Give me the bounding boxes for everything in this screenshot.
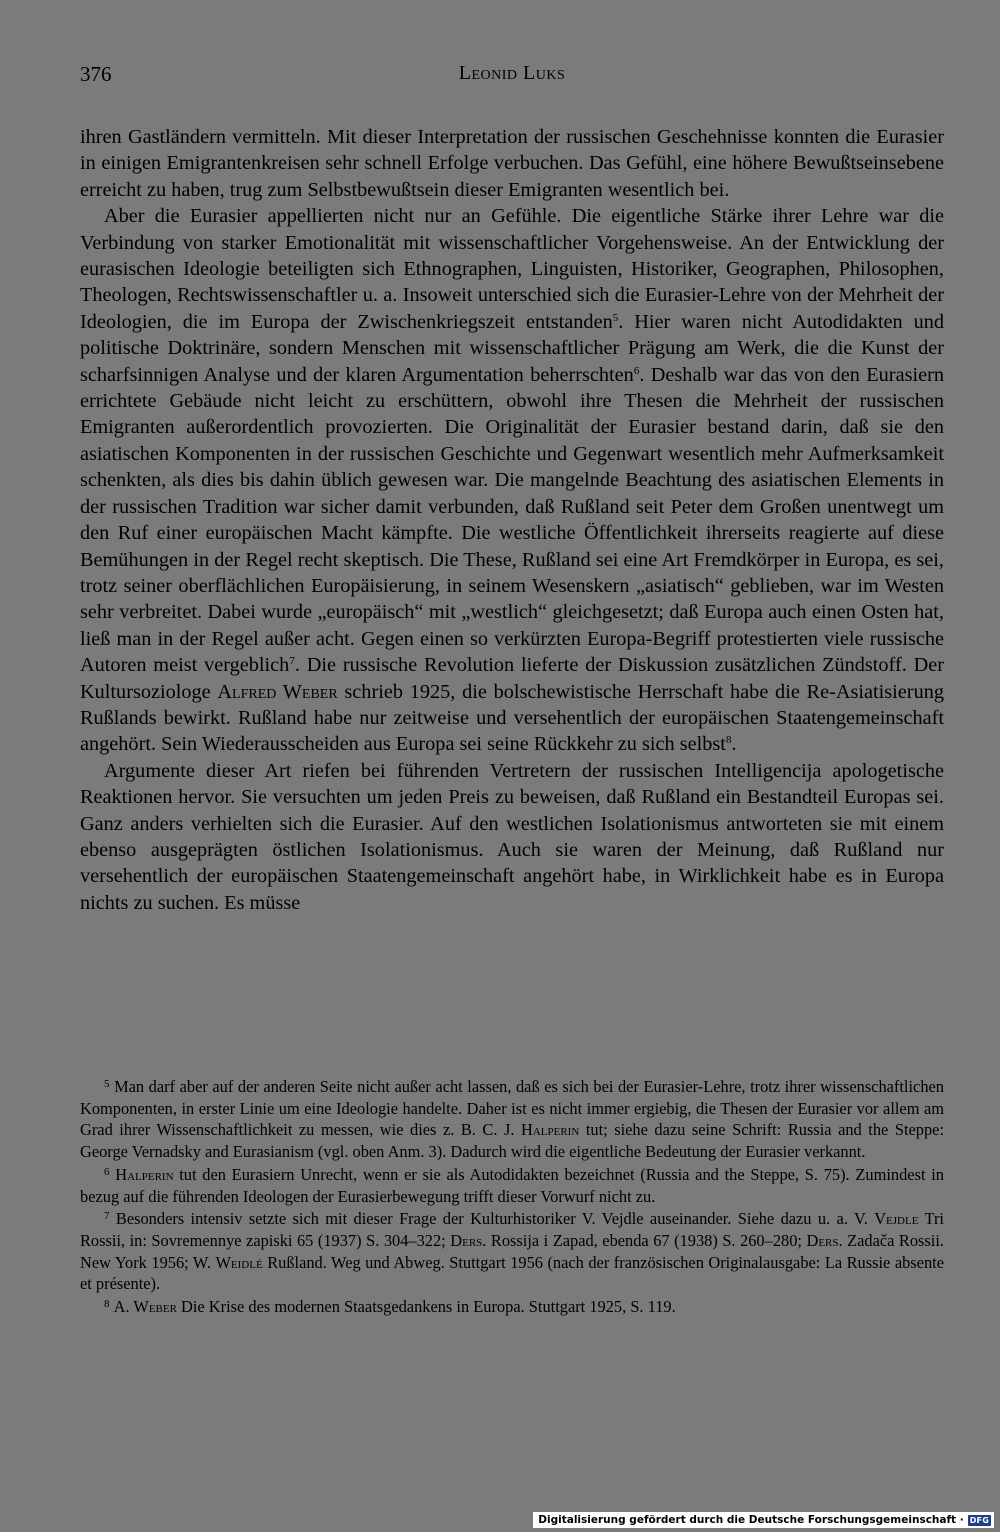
footnote-7-text-c: Rossija i Zapad, ebenda 67 (1938) S. 260–280; [486, 1230, 807, 1250]
running-head-author: Leonid Luks [458, 62, 566, 84]
footnote-5 [80, 1076, 944, 1163]
author-name-ders: Ders. [806, 1230, 843, 1250]
footnote-8 [80, 1296, 944, 1318]
footnote-5-text-b: tut; siehe dazu seine Schrift: Russia and the Steppe: George Vernadsky and Eurasianism (vgl. oben Anm. 3). Dadurch wird die eigentliche Bedeutung der Eurasier verkannt. [80, 1120, 944, 1162]
author-name-halperin: Halperin [521, 1120, 580, 1140]
footnote-8-text: Die Krise des modernen Staatsgedankens in Europa. Stuttgart 1925, S. 119. [176, 1297, 676, 1317]
footnote-7-text-d: Zadača Rossii. New York 1956; W. [80, 1230, 945, 1272]
paragraph-2-text-d: . Die russische Revolution lieferte der Diskussion zusätzlichen Zündstoff. Der Kultursoziologe [80, 654, 945, 703]
footnote-7-text-a: Besonders intensiv setzte sich mit dieser Frage der Kulturhistoriker V. Vejdle auseinander. Siehe dazu u. a. V. [115, 1209, 875, 1229]
footnote-ref-5[interactable]: 5 [612, 311, 619, 324]
paragraph-1 [80, 124, 944, 203]
paragraph-3 [80, 758, 944, 916]
author-name-weidle: Weidlé [215, 1252, 263, 1272]
footnote-number-6: 6 [104, 1165, 110, 1178]
body-text [80, 124, 944, 916]
footnote-number-8: 8 [104, 1298, 110, 1311]
page-header [80, 62, 944, 98]
paragraph-2 [80, 203, 944, 758]
paragraph-2-text-f: . [731, 733, 737, 756]
paragraph-2-text-b: . Hier waren nicht Autodidakten und politische Doktrinäre, sondern Menschen mit wissenschaftlicher Prägung am Werk, die die Kunst der scharfsinnigen Analyse und der klaren Argumentation beherrschten [80, 310, 944, 386]
dfg-logo-icon: DFG [969, 1515, 989, 1525]
author-name-a-weber: A. Weber [113, 1297, 177, 1317]
paragraph-2-text-c: . Deshalb war das von den Eurasiern errichtete Gebäude nicht leicht zu erschüttern, obwohl ihre Thesen die Mehrheit der russischen Emigranten außerordentlich provozierten. Die Originalität der Eurasier bestand darin, daß sie den asiatischen Komponenten in der russischen Geschichte und Gegenwart wesentlich mehr Aufmerksamkeit schenkten, als dies bis dahin üblich gewesen war. Die mangelnde Beachtung des asiatischen Elements in der russischen Tradition war sicher damit verbunden, daß Rußland seit Peter dem Großen unentwegt um den Ruf einer europäischen Macht kämpfte. Die westliche Öffentlichkeit ihrerseits reagierte auf diese Bemühungen in der Regel recht skeptisch. Die These, Rußland sei eine Art Fremdkörper in Europa, es sei, trotz seiner oberflächlichen Europäisierung, in seinem Wesenskern „asiatisch“ geblieben, war im Westen sehr verbreitet. Dabei wurde „europäisch“ mit „westlich“ gleichgesetzt; daß Europa auch einen Osten hat, ließ man in der Regel außer acht. Gegen einen so verkürzten Europa-Begriff protestierten viele russische Autoren meist vergeblich [80, 363, 944, 677]
footnote-number-7: 7 [104, 1210, 110, 1223]
paragraph-3-text: Argumente dieser Art riefen bei führenden Vertretern der russischen Intelligencija apologetische Reaktionen hervor. Sie versuchten um jeden Preis zu beweisen, daß Rußland ein Bestandteil Europas sei. Ganz anders verhielten sich die Eurasier. Auf den westlichen Isolationismus antworteten sie mit einem ebenso ausgeprägten östlichen Isolationismus. Auch sie waren der Meinung, daß Rußland nur versehentlich der europäischen Staatengemeinschaft angehört habe, in Wirklichkeit habe es in Europa nichts zu suchen. Es müsse [80, 759, 944, 914]
paragraph-2-text-a: Aber die Eurasier appellierten nicht nur an Gefühle. Die eigentliche Stärke ihrer Lehre war die Verbindung von starker Emotionalität mit wissenschaftlicher Vorgehensweise. An der Entwicklung der eurasischen Ideologie beteiligten sich Ethnographen, Linguisten, Historiker, Geographen, Philosophen, Theologen, Rechtswissenschaftler u. a. Insoweit unterschied sich die Eurasier-Lehre von der Mehrheit der Ideologien, die im Europa der Zwischenkriegszeit entstanden [80, 205, 944, 333]
paragraph-2-text-e: schrieb 1925, die bolschewistische Herrschaft habe die Re-Asiatisierung Rußlands bewirkt. Rußland habe nur zeitweise und versehentlich der europäischen Staatengemeinschaft angehört. Sein Wiederausscheiden aus Europa sei seine Rückkehr zu sich selbst [80, 680, 944, 756]
footnote-5-text-a: Man darf aber auf der anderen Seite nicht außer acht lassen, daß es sich bei der Eurasier-Lehre, trotz ihrer wissenschaftlichen Komponenten, in erster Linie um eine Ideologie handelte. Daher ist es nicht immer ergiebig, die Thesen der Eurasier vor allem am Grad ihrer Wissenschaftlichkeit zu messen, wie dies z. B. C. J. [80, 1077, 944, 1140]
footnote-7-text-b: Tri Rossii, in: Sovremennye zapiski 65 (1937) S. 304–322; [80, 1209, 944, 1250]
author-name-ders: Ders. [450, 1230, 487, 1250]
footnotes [80, 1076, 944, 1319]
footnote-ref-8[interactable]: 8 [725, 734, 732, 747]
page-number: 376 [80, 62, 112, 86]
footnote-6-text: tut den Eurasiern Unrecht, wenn er sie als Autodidakten bezeichnet (Russia and the Steppe, S. 75). Zumindest in bezug auf die führenden Ideologen der Eurasierbewegung trifft dieser Vorwurf nicht zu. [80, 1164, 944, 1206]
author-name-halperin: Halperin [115, 1164, 174, 1184]
footnote-6 [80, 1164, 944, 1207]
author-name-weber: Alfred Weber [217, 680, 338, 703]
paragraph-1-text: ihren Gastländern vermitteln. Mit dieser Interpretation der russischen Geschehnisse konnten die Eurasier in einigen Emigrantenkreisen sehr schnell Erfolge verbuchen. Das Gefühl, eine höhere Bewußtseinsebene erreicht zu haben, trug zum Selbstbewußtsein dieser Emigranten wesentlich bei. [80, 126, 944, 201]
footnote-ref-6[interactable]: 6 [633, 364, 640, 377]
footnote-7-text-e: Rußland. Weg und Abweg. Stuttgart 1956 (nach der französischen Originalausgabe: La Russie absente et présente). [80, 1252, 944, 1294]
digitization-credit[interactable] [533, 1512, 994, 1528]
footnote-ref-7[interactable]: 7 [289, 655, 295, 668]
credit-text: Digitalisierung gefördert durch die Deutsche Forschungsgemeinschaft · [538, 1514, 964, 1526]
author-name-vejdle: Vejdle [874, 1209, 919, 1229]
footnote-number-5: 5 [104, 1078, 110, 1090]
footnote-7 [80, 1208, 944, 1295]
